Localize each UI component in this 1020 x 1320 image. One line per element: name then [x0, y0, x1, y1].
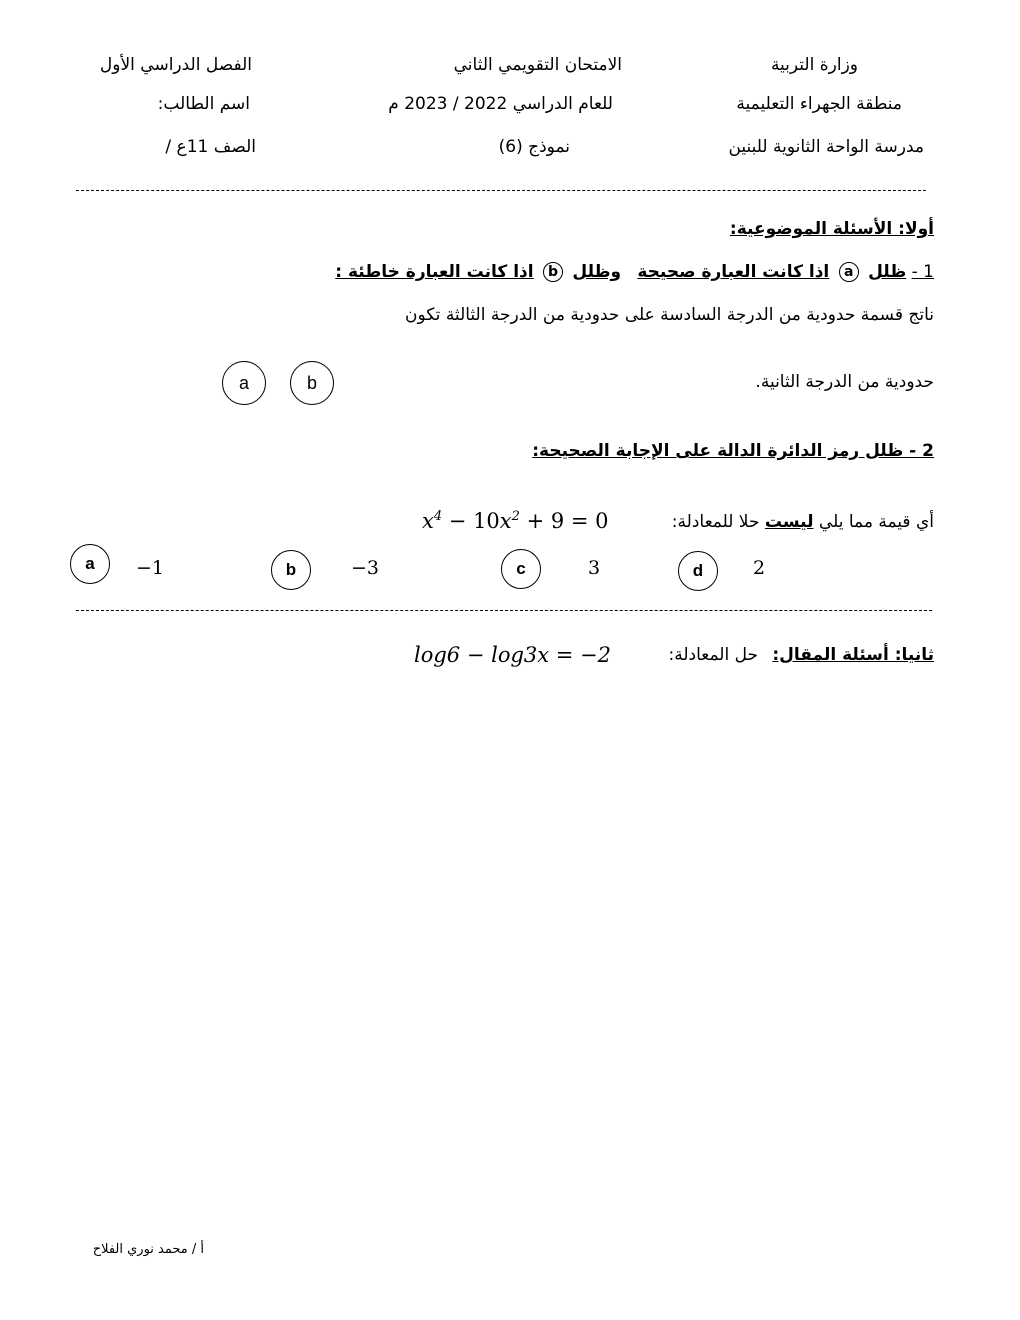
q2-option-d-circle[interactable]: d	[678, 551, 718, 591]
q1-inline-circle-a: a	[839, 262, 859, 282]
q1-true-text: اذا كانت العبارة صحيحة	[637, 262, 830, 282]
q1-instruction	[335, 262, 934, 282]
q1-statement-line2: حدودية من الدرجة الثانية.	[755, 372, 934, 392]
section1-title: أولا: الأسئلة الموضوعية:	[729, 219, 934, 239]
section2-title: ثانيا: أسئلة المقال:	[772, 645, 934, 665]
q2-eq-exp2: 2	[511, 509, 520, 524]
ministry-label: وزارة التربية	[770, 55, 858, 75]
q2-title: 2 - ظلل رمز الدائرة الدالة على الإجابة الصحيحة:	[532, 441, 934, 461]
q2-eq-x: x	[422, 509, 434, 533]
q1-shade-word: ظلل	[868, 262, 907, 282]
q2-option-a-value: −1	[136, 557, 165, 579]
model-number: نموذج (6)	[498, 137, 570, 157]
q2-question-not: ليست	[764, 512, 814, 532]
q1-option-b-circle[interactable]: b	[290, 361, 334, 405]
q2-question-text	[672, 512, 934, 532]
q2-option-d-value: 2	[753, 557, 766, 579]
q2-option-c-value: 3	[588, 557, 601, 579]
grade-field: الصف 11ع /	[165, 137, 256, 157]
q2-question-suffix: حلا للمعادلة:	[671, 512, 760, 532]
q2-equation	[422, 509, 609, 533]
exam-title: الامتحان التقويمي الثاني	[453, 55, 622, 75]
school-label: مدرسة الواحة الثانوية للبنين	[728, 137, 924, 157]
q1-number: 1 -	[911, 262, 934, 282]
student-name-field: اسم الطالب:	[157, 94, 250, 114]
q1-inline-circle-b: b	[543, 262, 563, 282]
q1-false-text: اذا كانت العبارة خاطئة :	[335, 262, 534, 282]
q2-eq-rest: + 9 = 0	[519, 509, 609, 533]
academic-year: للعام الدراسي 2022 / 2023 م	[388, 94, 613, 114]
divider-top	[76, 190, 926, 191]
section2-instruction: حل المعادلة:	[668, 645, 758, 665]
divider-middle	[76, 610, 932, 611]
section2-equation: log6 − log3x = −2	[414, 643, 612, 667]
q2-eq-exp1: 4	[433, 509, 443, 524]
q1-statement-line1: ناتج قسمة حدودية من الدرجة السادسة على حدودية من الدرجة الثالثة تكون	[405, 305, 934, 325]
q2-eq-minus10: − 10	[442, 509, 500, 533]
q1-and-shade-word: وظلل	[572, 262, 622, 282]
q2-question-prefix: أي قيمة مما يلي	[818, 512, 934, 532]
q2-eq-x2: x	[499, 509, 512, 533]
q2-option-b-circle[interactable]: b	[271, 550, 311, 590]
region-label: منطقة الجهراء التعليمية	[736, 94, 902, 114]
teacher-name: أ / محمد نوري الفلاح	[92, 1242, 204, 1257]
q2-option-b-value: −3	[351, 557, 380, 579]
q2-option-c-circle[interactable]: c	[501, 549, 541, 589]
q1-option-a-circle[interactable]: a	[222, 361, 266, 405]
semester-label: الفصل الدراسي الأول	[99, 55, 252, 75]
q2-option-a-circle[interactable]: a	[70, 544, 110, 584]
